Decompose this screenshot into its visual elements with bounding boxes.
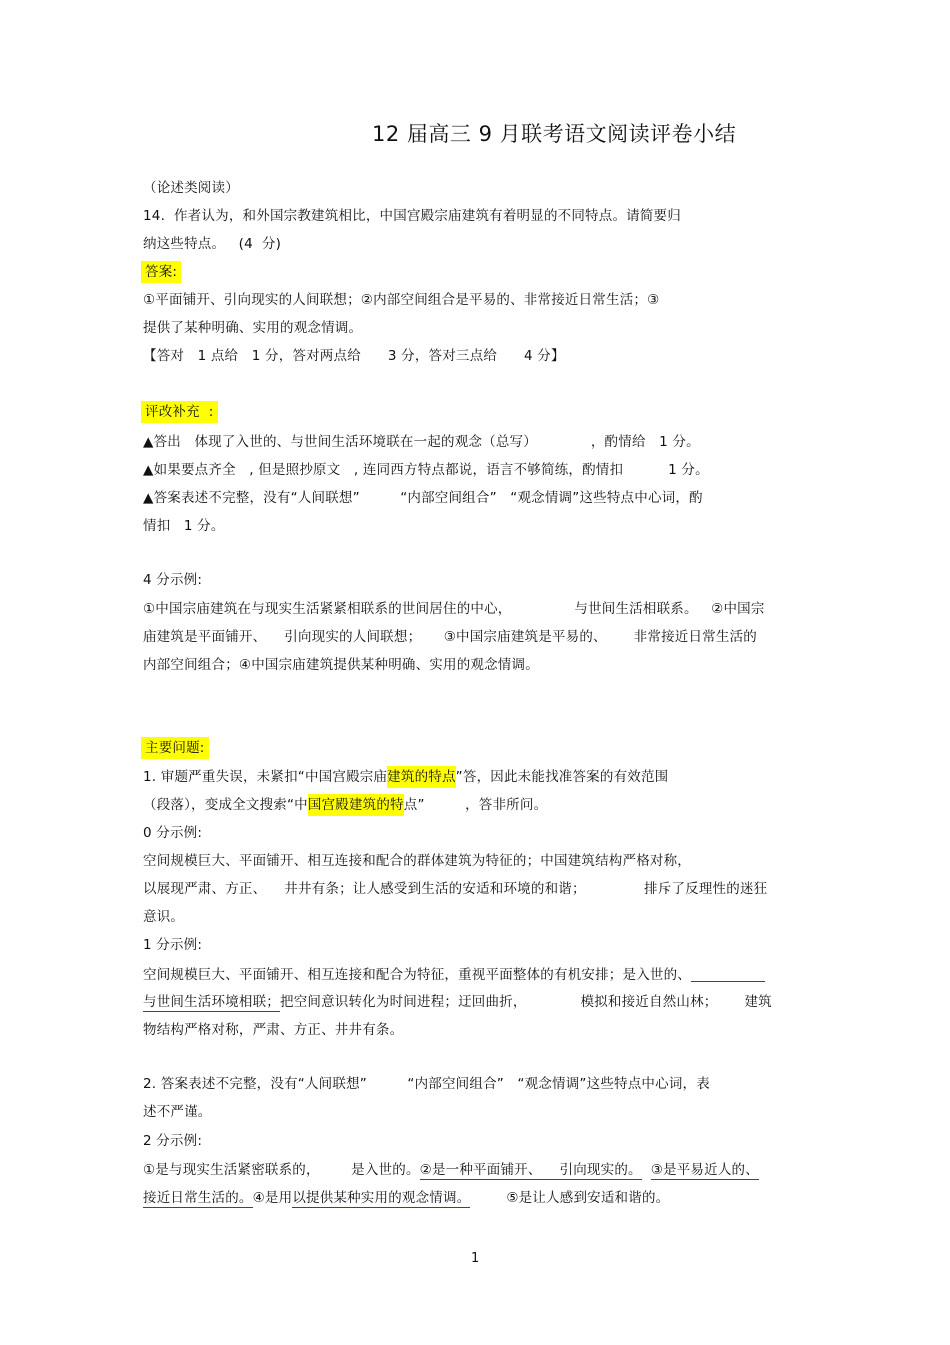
supplement-item: ▲如果要点齐全 , 但是照抄原文 , 连同西方特点都说，语言不够简练，酌情扣 1 分。 [143, 462, 709, 478]
section-label: （论述类阅读） [143, 180, 239, 196]
answer-text: ①平面铺开、引向现实的人间联想；②内部空间组合是平易的、非常接近日常生活；③ [143, 292, 660, 308]
answer-label [141, 262, 181, 282]
highlight-segment: 国宫殿建筑的特 [308, 794, 404, 816]
underline-segment: ③是平易近人的、 [650, 1162, 759, 1178]
text-segment: （段落），变成全文搜索“中 [143, 797, 308, 813]
text-segment: ⑤是让人感到安适和谐的。 [470, 1190, 670, 1206]
sample-1-label: 1 分示例: [143, 937, 203, 953]
sample-1-text [143, 992, 772, 1012]
answer-text: 提供了某种明确、实用的观念情调。 [143, 320, 363, 336]
text-segment: 把空间意识转化为时间进程；迂回曲折， 模拟和接近自然山林； 建筑 [280, 994, 772, 1010]
underline-mark [691, 964, 765, 982]
sample-0-text: 意识。 [143, 909, 185, 925]
sample-4-text: 内部空间组合；④中国宗庙建筑提供某种明确、实用的观念情调。 [143, 657, 539, 673]
text-segment: 空间规模巨大、平面铺开、相互连接和配合为特征，重视平面整体的有机安排；是入世的、 [143, 967, 691, 983]
question-text: 纳这些特点。 (4 分) [143, 236, 282, 252]
underline-segment: 与世间生活环境相联； [143, 994, 280, 1010]
underline-segment: 以提供某种实用的观念情调。 [292, 1190, 471, 1206]
sample-4-text: ①中国宗庙建筑在与现实生活紧紧相联系的世间居住的中心， 与世间生活相联系。 ②中国宗 [143, 601, 765, 617]
text-segment: ”答，因此未能找准答案的有效范围 [455, 769, 669, 785]
supplement-item: ▲答案表述不完整，没有“人间联想” “内部空间组合” “观念情调”这些特点中心词，酌 [143, 490, 703, 506]
sample-1-text: 物结构严格对称，严肃、方正、井井有条。 [143, 1022, 404, 1038]
text-segment: 点” ，答非所问。 [403, 797, 548, 813]
underline-segment: ②是一种平面铺开、 引向现实的。 [419, 1162, 642, 1178]
sample-4-text: 庙建筑是平面铺开、 引向现实的人间联想； ③中国宗庙建筑是平易的、 非常接近日常生活的 [143, 629, 757, 645]
question-text: 14. 作者认为，和外国宗教建筑相比，中国宫殿宗庙建筑有着明显的不同特点。请简要归 [143, 208, 681, 224]
answer-label-highlight: 答案: [141, 261, 181, 283]
scoring-rule: 【答对 1 点给 1 分，答对两点给 3 分，答对三点给 4 分】 [143, 348, 565, 364]
text-segment: 1. 审题严重失误，未紧扣“中国宫殿宗庙 [143, 769, 388, 785]
problem-1-text [143, 767, 668, 787]
supplement-item: ▲答出 体现了入世的、与世间生活环境联在一起的观念（总写） ，酌情给 1 分。 [143, 434, 700, 450]
supplement-item: 情扣 1 分。 [143, 518, 225, 534]
supplement-label-highlight: 评改补充 : [141, 401, 218, 423]
problems-label-highlight: 主要问题: [141, 737, 209, 759]
problem-2-text: 述不严谨。 [143, 1104, 212, 1120]
sample-1-text [143, 964, 765, 985]
sample-2-label: 2 分示例: [143, 1133, 203, 1149]
supplement-label [141, 402, 218, 422]
text-segment: ④是用 [252, 1190, 293, 1206]
highlight-segment: 建筑的特点 [387, 766, 456, 788]
page-number: 1 [471, 1251, 480, 1266]
sample-0-text: 空间规模巨大、平面铺开、相互连接和配合的群体建筑为特征的；中国建筑结构严格对称， [143, 853, 691, 869]
sample-2-text [143, 1160, 759, 1180]
sample-0-label: 0 分示例: [143, 825, 203, 841]
text-segment: ①是与现实生活紧密联系的， 是入世的。 [143, 1162, 420, 1178]
page-title: 12 届高三 9 月联考语文阅读评卷小结 [372, 122, 737, 146]
problems-label [141, 738, 209, 758]
sample-4-label: 4 分示例: [143, 572, 203, 588]
sample-0-text: 以展现严肃、方正、 井井有条；让人感受到生活的安适和环境的和谐； 排斥了反理性的迷狂 [143, 881, 768, 897]
underline-segment: 接近日常生活的。 [143, 1190, 253, 1206]
sample-2-text [143, 1188, 669, 1208]
problem-1-text [143, 795, 547, 815]
problem-2-text: 2. 答案表述不完整，没有“人间联想” “内部空间组合” “观念情调”这些特点中心词，表 [143, 1076, 710, 1092]
